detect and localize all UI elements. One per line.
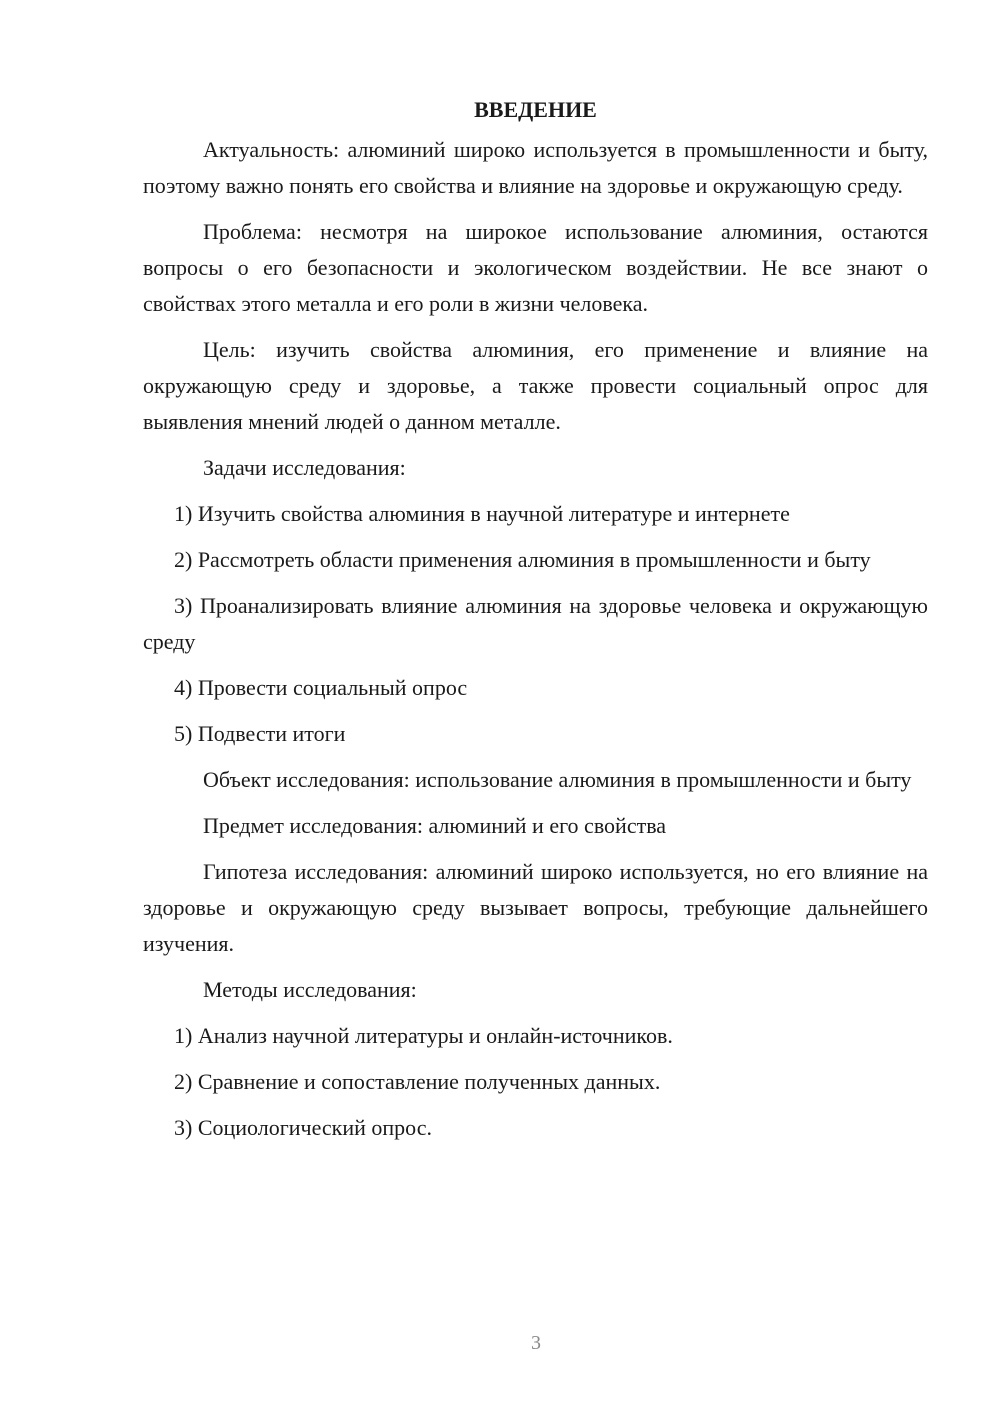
task-item: 4) Провести социальный опрос <box>174 675 468 700</box>
hypothesis-paragraph: Гипотеза исследования: алюминий широко используется, но его влияние на здоровье и окружающую среду вызывает вопросы, требующие дальнейшего изучения. <box>143 859 928 956</box>
method-item: 3) Социологический опрос. <box>174 1115 432 1140</box>
document-title: ВВЕДЕНИЕ <box>474 97 597 122</box>
relevance-paragraph: Актуальность: алюминий широко используется в промышленности и быту, поэтому важно понять его свойства и влияние на здоровье и окружающую среду. <box>143 137 928 198</box>
object-paragraph: Объект исследования: использование алюминия в промышленности и быту <box>203 767 912 792</box>
page-number: 3 <box>531 1332 541 1354</box>
method-item: 1) Анализ научной литературы и онлайн-источников. <box>174 1023 673 1048</box>
method-item: 2) Сравнение и сопоставление полученных данных. <box>174 1069 661 1094</box>
tasks-heading: Задачи исследования: <box>203 455 406 480</box>
task-item: 5) Подвести итоги <box>174 721 346 746</box>
goal-paragraph: Цель: изучить свойства алюминия, его применение и влияние на окружающую среду и здоровье, а также провести социальный опрос для выявления мнений людей о данном металле. <box>143 337 928 434</box>
methods-heading: Методы исследования: <box>203 977 417 1002</box>
task-item: 3) Проанализировать влияние алюминия на здоровье человека и окружающую среду <box>143 593 928 654</box>
task-item: 2) Рассмотреть области применения алюминия в промышленности и быту <box>174 547 871 572</box>
subject-paragraph: Предмет исследования: алюминий и его свойства <box>203 813 667 838</box>
document-page <box>143 92 928 1156</box>
problem-paragraph: Проблема: несмотря на широкое использование алюминия, остаются вопросы о его безопасности и экологическом воздействии. Не все знают о свойствах этого металла и его роли в жизни человека. <box>143 219 928 316</box>
task-item: 1) Изучить свойства алюминия в научной литературе и интернете <box>174 501 790 526</box>
